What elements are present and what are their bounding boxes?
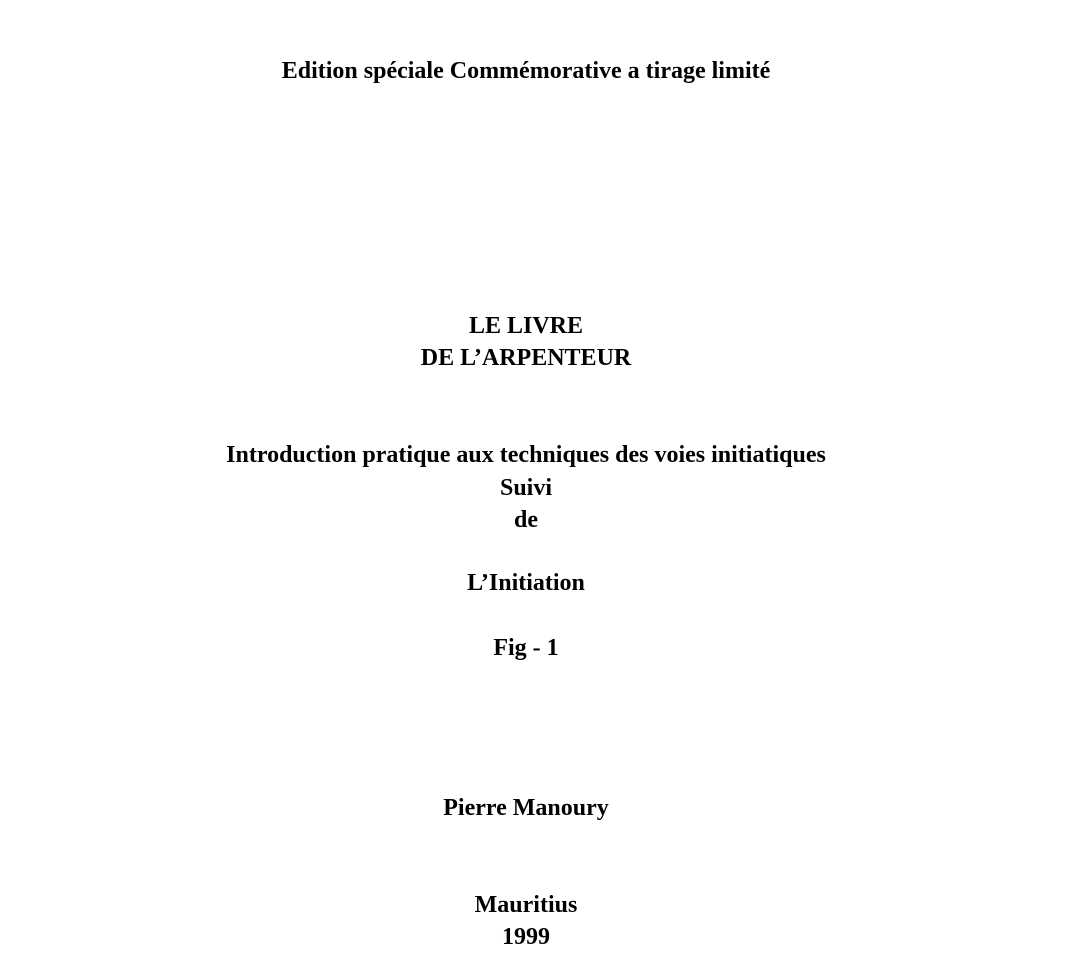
book-title-line-2: DE L’ARPENTEUR xyxy=(420,345,632,371)
subtitle-line-3: de xyxy=(514,507,538,533)
author-name: Pierre Manoury xyxy=(443,795,609,821)
subtitle-line-2: Suivi xyxy=(499,475,553,501)
subtitle-line-1: Introduction pratique aux techniques des voies initiatiques xyxy=(226,442,826,468)
book-title-line-1: LE LIVRE xyxy=(468,313,584,339)
publication-year: 1999 xyxy=(502,924,550,950)
second-work-title: L’Initiation xyxy=(467,570,585,596)
publication-place: Mauritius xyxy=(474,892,578,918)
edition-note: Edition spéciale Commémorative a tirage limité xyxy=(281,58,771,84)
figure-label: Fig - 1 xyxy=(493,635,559,661)
